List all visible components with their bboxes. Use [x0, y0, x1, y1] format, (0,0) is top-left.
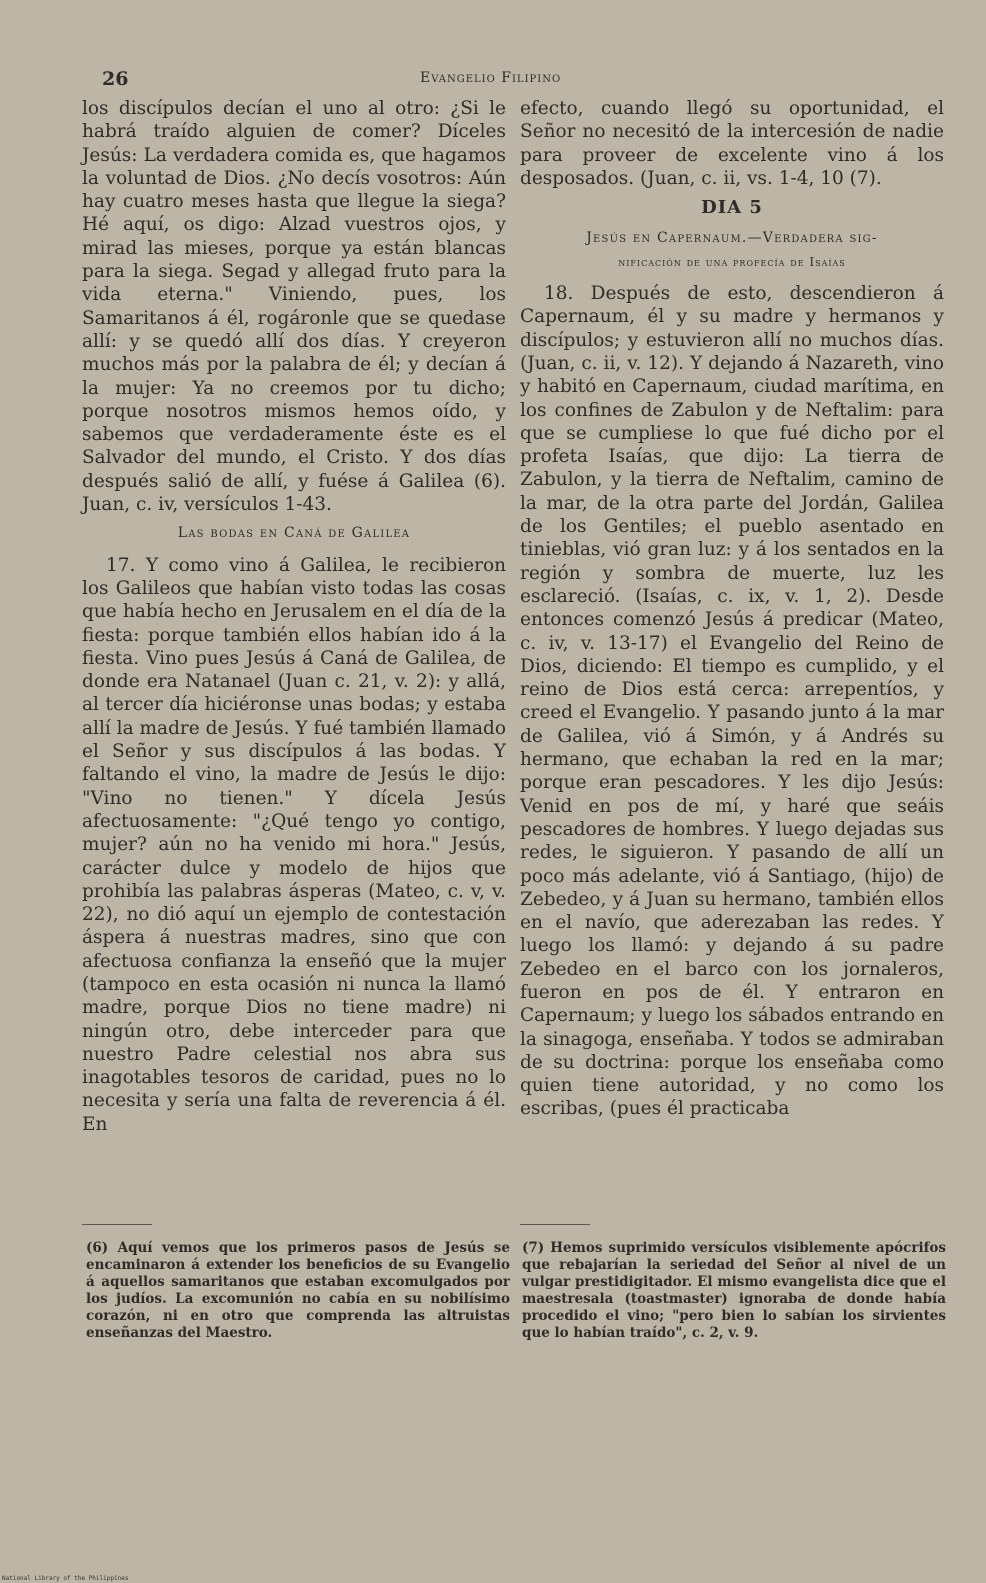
footnote-7: (7) Hemos suprimido versículos visiblemente apócrifos que rebajarían la seriedad del Señor al nivel de un vulgar prestidigitador. El mismo evangelista dice que el maestresala (toastmaster) ignoraba de donde había procedido el vino; "pero bien lo sabían los sirvientes que lo habían traído", c. 2, v. 9.: [522, 1240, 946, 1341]
section-title-capernaum-2: nificación de una profecía de Isaías: [618, 254, 846, 269]
running-head: Evangelio Filipino: [420, 70, 562, 86]
left-column: [82, 97, 506, 1136]
page-header: [80, 64, 950, 94]
footnote-rule-left: [82, 1224, 152, 1225]
section-title-bodas: Las bodas en Caná de Galilea: [177, 525, 411, 542]
section-title-capernaum-1: Jesús en Capernaum.—Verdadera sig-: [586, 230, 878, 247]
right-paragraph-1: efecto, cuando llegó su oportunidad, el Señor no necesitó de la intercesión de nadie para proveer de excelente vino á los desposados. (Juan, c. ii, vs. 1-4, 10 (7).: [520, 98, 944, 189]
library-watermark: National Library of the Philippines: [2, 1575, 129, 1582]
right-paragraph-18: 18. Después de esto, descendieron á Capernaum, él y su madre y hermanos y discípulos; y estuvieron allí no muchos días. (Juan, c. ii, v. 12). Y dejando á Nazareth, vino y habitó en Capernaum, ciudad marítima, en los confines de Zabulon y de Neftalim: para que se cumpliese lo que fué dicho por el profeta Isaías, que dijo: La tierra de Zabulon, y la tierra de Neftalim, camino de la mar, de la otra parte del Jordán, Galilea de los Gentiles; el pueblo asentado en tinieblas, vió gran luz: y á los sentados en la región y sombra de muerte, luz les esclareció. (Isaías, c. ix, v. 1, 2). Desde entonces comenzó Jesús á predicar (Mateo, c. iv, v. 13-17) el Evangelio del Reino de Dios, diciendo: El tiempo es cumplido, y el reino de Dios está cerca: arrepentíos, y creed el Evangelio. Y pasando junto á la mar de Galilea, vió á Simón, y á Andrés su hermano, que echaban la red en la mar; porque eran pescadores. Y les dijo Jesús: Venid en pos de mí, y haré que seáis pescadores de hombres. Y luego dejadas sus redes, le siguieron. Y pasando de allí un poco más adelante, vió á Santiago, (hijo) de Zebedeo, y á Juan su hermano, también ellos en el navío, que aderezaban las redes. Y luego los llamó: y dejando á su padre Zebedeo en el barco con los jornaleros, fueron en pos de él. Y entraron en Capernaum; y luego los sábados entrando en la sinagoga, enseñaba. Y todos se admiraban de su doctrina: porque los enseñaba como quien tiene autoridad, y no como los escribas, (pues él practicaba: [520, 283, 944, 1120]
left-paragraph-17: 17. Y como vino á Galilea, le recibieron los Galileos que habían visto todas las cosas que había hecho en Jerusalem en el día de la fiesta: porque también ellos habían ido á la fiesta. Vino pues Jesús á Caná de Galilea, de donde era Natanael (Juan c. 21, v. 2): y allá, al tercer día hiciéronse unas bodas; y estaba allí la madre de Jesús. Y fué también llamado el Señor y sus discípulos á las bodas. Y faltando el vino, la madre de Jesús le dijo: "Vino no tienen." Y dícela Jesús afectuosamente: "¿Qué tengo yo contigo, mujer? aún no ha venido mi hora." Jesús, carácter dulce y modelo de hijos que prohibía las palabras ásperas (Mateo, c. v, v. 22), no dió aquí un ejemplo de contestación áspera á nuestras madres, sino que con afectuosa confianza la enseñó que la mujer (tampoco en esta ocasión ni nunca la llamó madre, porque Dios no tiene madre) ni ningún otro, debe interceder para que nuestro Padre celestial nos abra sus inagotables tesoros de caridad, pues no lo necesita y sería una falta de reverencia á él. En: [82, 554, 506, 1135]
footnote-rule-right: [520, 1224, 590, 1225]
page-number: 26: [102, 68, 129, 90]
footnote-6: (6) Aquí vemos que los primeros pasos de Jesús se encaminaron á extender los beneficios de su Evangelio á aquellos samaritanos que estaban excomulgados por los judíos. La excomunión no cabía en su nobilísimo corazón, ni en otro que comprenda las altruistas enseñanzas del Maestro.: [86, 1240, 510, 1341]
day-title: DIA 5: [701, 197, 763, 219]
right-column: [520, 97, 944, 1121]
left-paragraph-1: los discípulos decían el uno al otro: ¿Si le habrá traído alguien de comer? Díceles Jesús: La verdadera comida es, que hagamos la voluntad de Dios. ¿No decís vosotros: Aún hay cuatro meses hasta que llegue la siega? Hé aquí, os digo: Alzad vuestros ojos, y mirad las mieses, porque ya están blancas para la siega. Segad y allegad fruto para la vida eterna." Viniendo, pues, los Samaritanos á él, rogáronle que se quedase allí: y se quedó allí dos días. Y creyeron muchos más por la palabra de él; y decían á la mujer: Ya no creemos por tu dicho; porque nosotros mismos hemos oído, y sabemos que verdaderamente éste es el Salvador del mundo, el Cristo. Y dos días después salió de allí, y fuése á Galilea (6). Juan, c. iv, versículos 1-43.: [82, 98, 506, 516]
